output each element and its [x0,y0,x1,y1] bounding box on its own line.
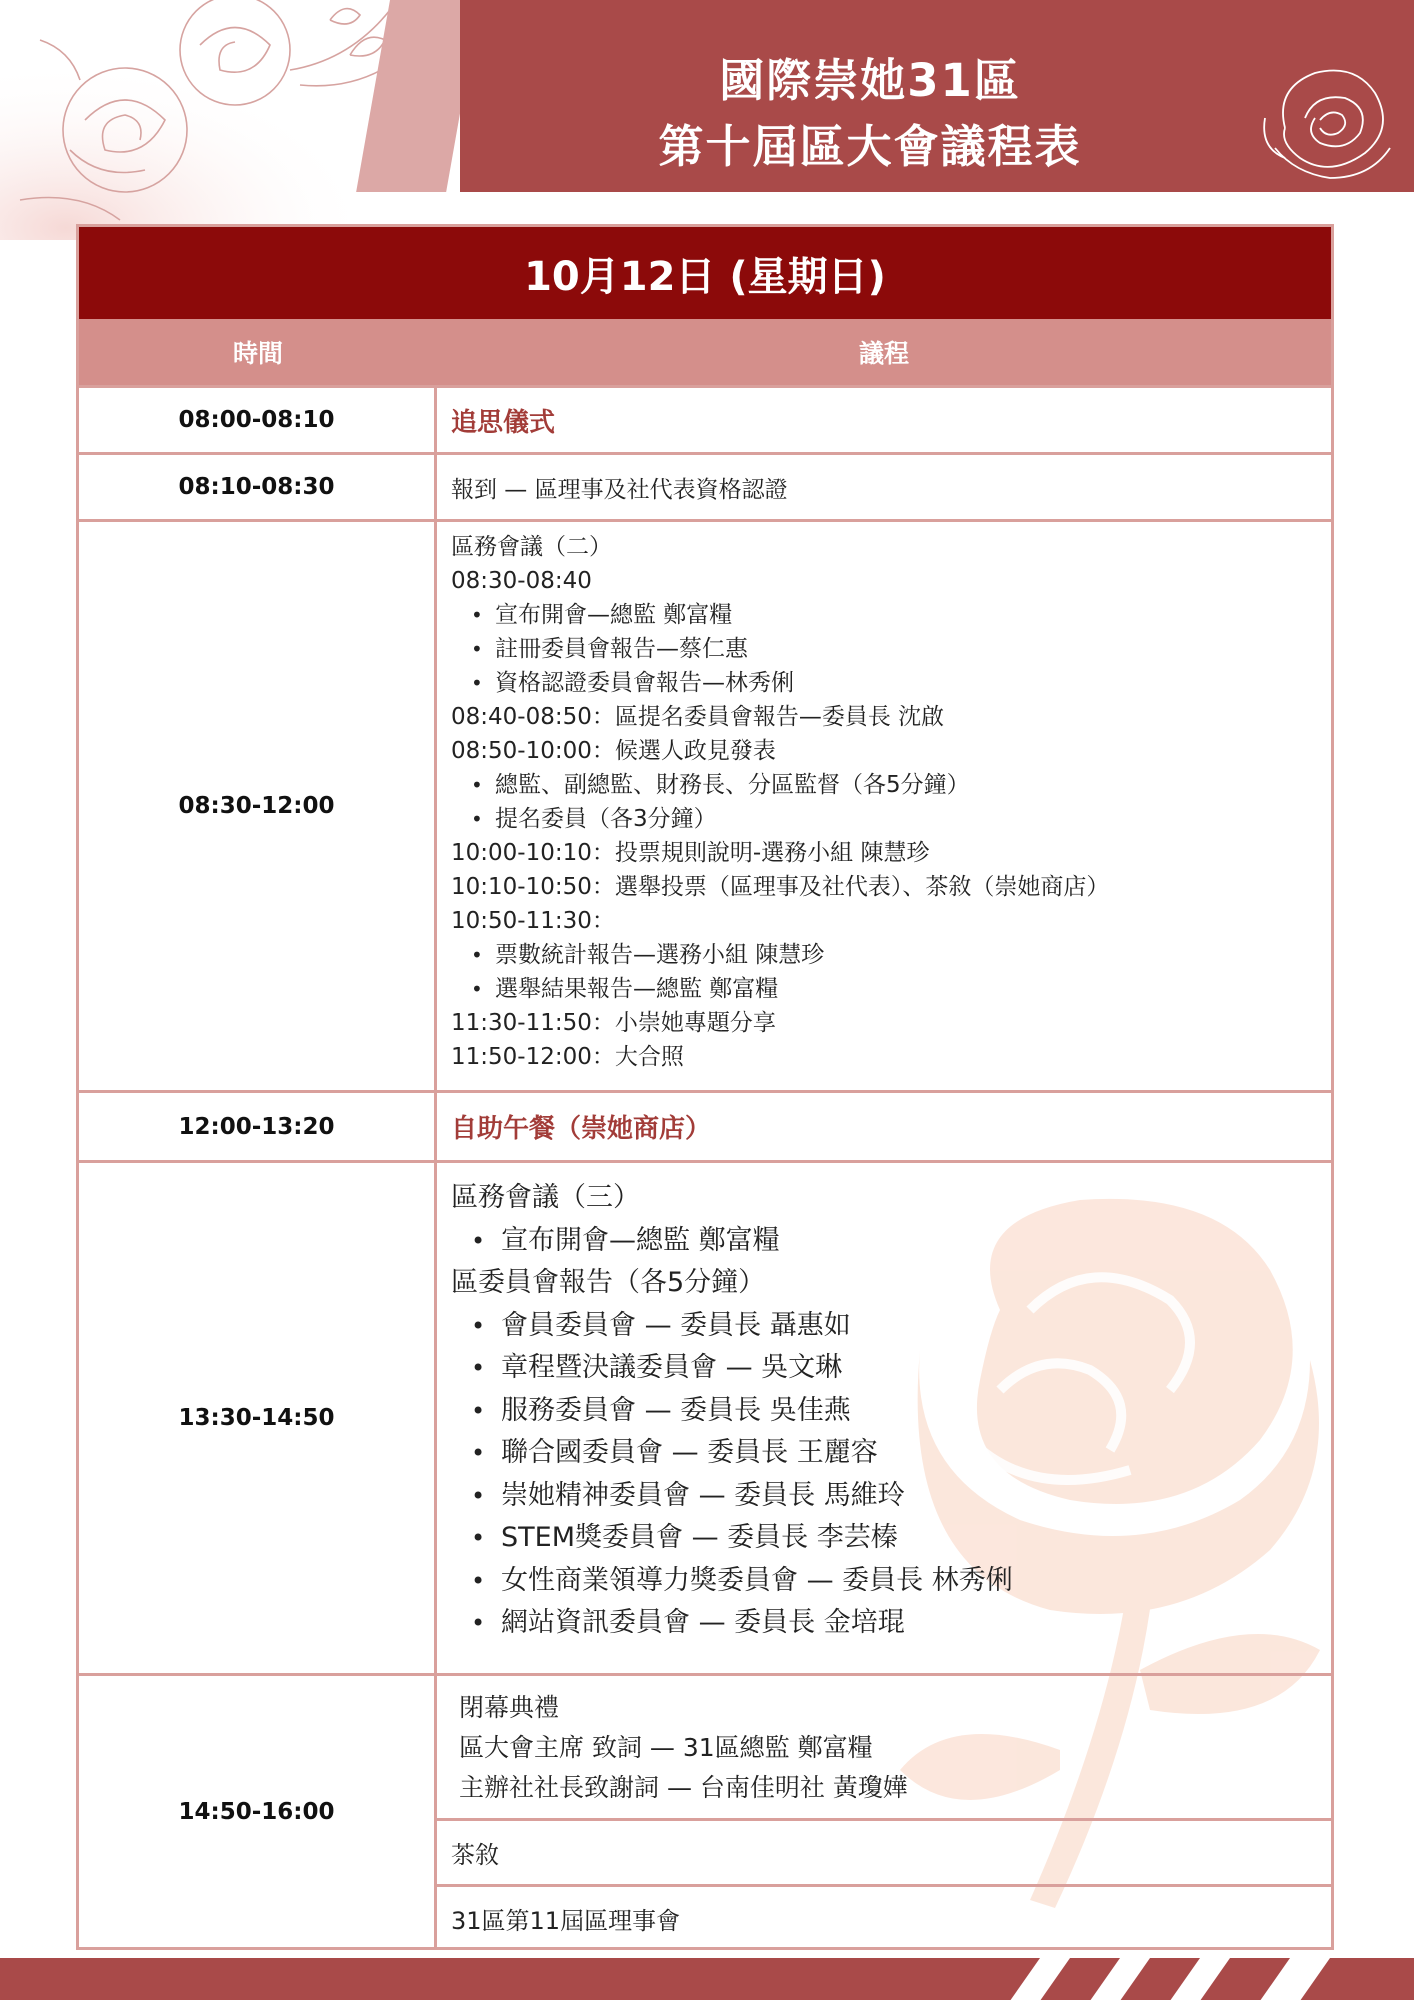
agenda-bullet: • 章程暨決議委員會 — 吳文琳 [451,1347,1331,1390]
row-time: 13:30-14:50 [79,1163,437,1673]
rose-outline-icon [1255,58,1405,188]
title-line-2: 第十屆區大會議程表 [658,120,1082,173]
agenda-bullet: • 女性商業領導力獎委員會 — 委員長 林秀俐 [451,1560,1331,1603]
agenda-bullet: • 選舉結果報告—總監 鄭富糧 [451,972,1331,1006]
agenda-line: 10:10-10:50：選舉投票（區理事及社代表）、茶敘（崇她商店） [451,874,1110,900]
tea-break-cell [437,1818,1331,1884]
table-row [79,1673,1331,1947]
date-header: 10月12日 (星期日) [79,227,1331,319]
table-row [79,385,1331,452]
agenda-bullet: • 提名委員（各3分鐘） [451,802,1331,836]
agenda-bullet: • 票數統計報告—選務小組 陳慧珍 [451,938,1331,972]
tea-break-label: 茶敘 [451,1841,499,1869]
board-meeting-cell [437,1884,1331,1950]
table-row [79,519,1331,1090]
agenda-table [76,224,1334,1950]
column-header-time: 時間 [232,339,283,368]
agenda-bullet: • 崇她精神委員會 — 委員長 馬維玲 [451,1475,1331,1518]
agenda-bullet: • 資格認證委員會報告—林秀俐 [451,666,1331,700]
agenda-line: 08:50-10:00：候選人政見發表 [451,738,776,764]
row-agenda [437,1163,1331,1673]
row-agenda [437,522,1331,1090]
agenda-line: 08:30-08:40 [451,568,592,594]
table-row [79,452,1331,519]
row-time: 08:10-08:30 [79,455,437,519]
title-line-1: 國際崇她31區 [719,54,1021,107]
closing-ceremony-title: 閉幕典禮 [459,1693,560,1722]
agenda-bullet: • 註冊委員會報告—蔡仁惠 [451,632,1331,666]
agenda-line: 區委員會報告（各5分鐘） [451,1267,766,1298]
agenda-line: 區務會議（二） [451,534,612,560]
agenda-bullet: • 會員委員會 — 委員長 聶惠如 [451,1305,1331,1348]
agenda-title: 自助午餐（崇她商店） [451,1114,712,1144]
row-time: 14:50-16:00 [79,1676,437,1947]
table-row [79,1160,1331,1673]
column-header-agenda: 議程 [858,339,909,368]
agenda-bullet: • 網站資訊委員會 — 委員長 金培琨 [451,1602,1331,1645]
agenda-line: 區務會議（三） [451,1182,640,1213]
row-time: 12:00-13:20 [79,1093,437,1160]
agenda-line: 11:30-11:50：小崇她專題分享 [451,1010,776,1036]
row-time: 08:00-08:10 [79,388,437,452]
agenda-line: 11:50-12:00：大合照 [451,1044,684,1070]
row-agenda [437,388,1331,452]
agenda-bullet: • 服務委員會 — 委員長 吳佳燕 [451,1390,1331,1433]
page-title [560,48,1180,180]
row-time: 08:30-12:00 [79,522,437,1090]
agenda-bullet: • 總監、副總監、財務長、分區監督（各5分鐘） [451,768,1331,802]
agenda-title: 報到 — 區理事及社代表資格認證 [451,476,788,503]
agenda-line: 08:40-08:50：區提名委員會報告—委員長 沈啟 [451,704,945,730]
column-header-row [79,319,1331,385]
agenda-line: 10:50-11:30： [451,908,615,934]
row-agenda [437,455,1331,519]
agenda-bullet: • 聯合國委員會 — 委員長 王麗容 [451,1432,1331,1475]
row-agenda [437,1093,1331,1160]
closing-ceremony-line: 主辦社社長致謝詞 — 台南佳明社 黃瓊嬅 [459,1773,908,1802]
agenda-line: 10:00-10:10：投票規則說明-選務小組 陳慧珍 [451,840,930,866]
agenda-bullet: • 宣布開會—總監 鄭富糧 [451,598,1331,632]
closing-ceremony-line: 區大會主席 致詞 — 31區總監 鄭富糧 [459,1733,873,1762]
table-row [79,1090,1331,1160]
agenda-title: 追思儀式 [451,407,556,438]
agenda-bullet: • 宣布開會—總監 鄭富糧 [451,1220,1331,1263]
board-meeting-label: 31區第11屆區理事會 [451,1907,681,1935]
agenda-bullet: • STEM獎委員會 — 委員長 李芸榛 [451,1517,1331,1560]
